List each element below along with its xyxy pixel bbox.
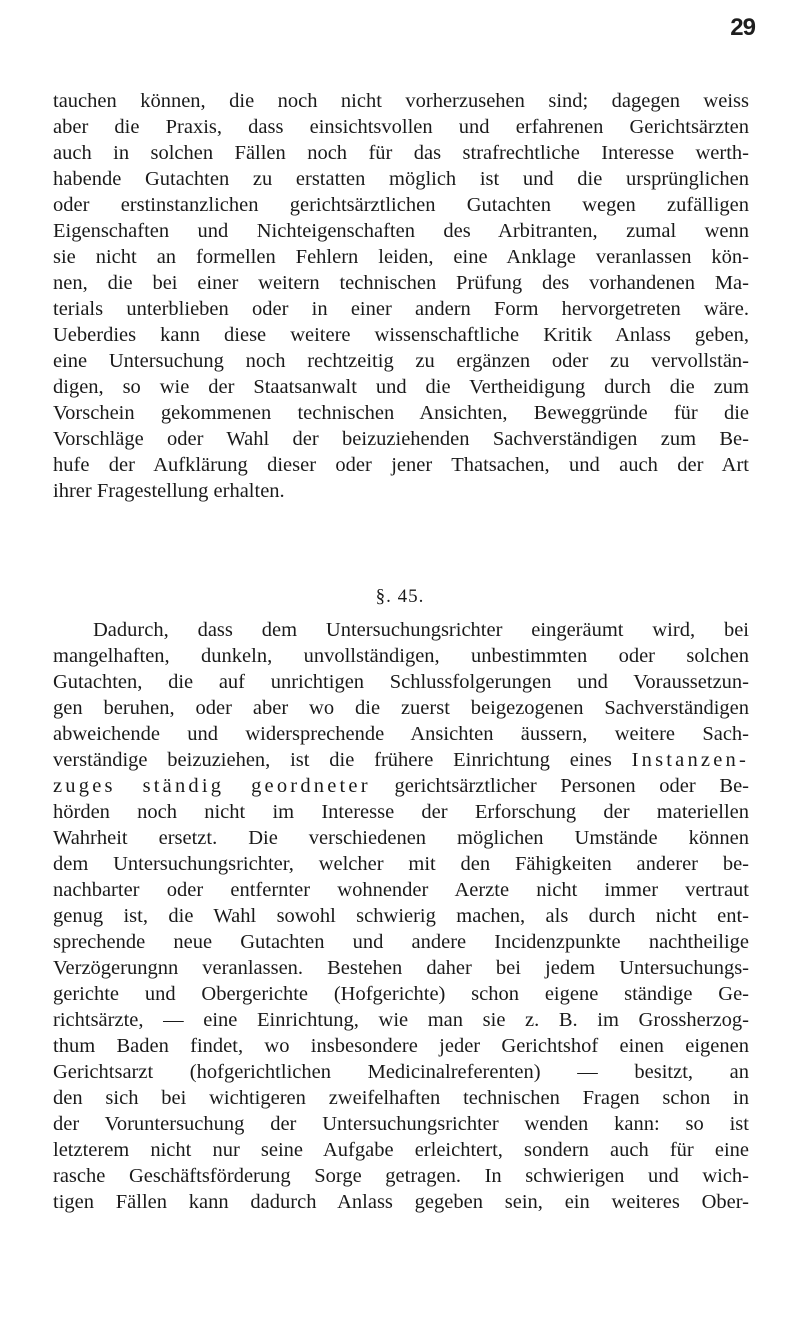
text-line: sprechende neue Gutachten und andere Incidenzpunkte nachtheilige (53, 931, 749, 953)
text-line (53, 747, 749, 773)
text-line: richtsärzte, — eine Einrichtung, wie man sie z. B. im Grossherzog- (53, 1009, 749, 1031)
text-line: Verzögerungnn veranlassen. Bestehen daher bei jedem Untersuchungs- (53, 957, 749, 979)
text-line: ihrer Fragestellung erhalten. (53, 480, 285, 502)
text-line: der Voruntersuchung der Untersuchungsrichter wenden kann: so ist (53, 1113, 749, 1135)
text-line: auch in solchen Fällen noch für das strafrechtliche Interesse werth- (53, 142, 749, 164)
text-line: Wahrheit ersetzt. Die verschiedenen möglichen Umstände können (53, 827, 749, 849)
text-line: nen, die bei einer weitern technischen Prüfung des vorhandenen Ma- (53, 272, 749, 294)
text-line: Eigenschaften und Nichteigenschaften des Arbitranten, zumal wenn (53, 220, 749, 242)
text-line: Ueberdies kann diese weitere wissenschaftliche Kritik Anlass geben, (53, 324, 749, 346)
text-line: Gerichtsarzt (hofgerichtlichen Medicinalreferenten) — besitzt, an (53, 1061, 749, 1083)
text-line: nachbarter oder entfernter wohnender Aerzte nicht immer vertraut (53, 879, 749, 901)
text-line: rasche Geschäftsförderung Sorge getragen. In schwierigen und wich- (53, 1165, 749, 1187)
page-number: 29 (730, 14, 755, 41)
text-line: Dadurch, dass dem Untersuchungsrichter eingeräumt wird, bei (93, 619, 749, 641)
text-line: gen beruhen, oder aber wo die zuerst beigezogenen Sachverständigen (53, 697, 749, 719)
text-line: thum Baden findet, wo insbesondere jeder Gerichtshof einen eigenen (53, 1035, 749, 1057)
text-line: hufe der Aufklärung dieser oder jener Thatsachen, und auch der Art (53, 454, 749, 476)
paragraph-1 (53, 88, 749, 504)
text-line: hörden noch nicht im Interesse der Erforschung der materiellen (53, 801, 749, 823)
text-line: letzterem nicht nur seine Aufgabe erleichtert, sondern auch für eine (53, 1139, 749, 1161)
text-line: tauchen können, die noch nicht vorherzusehen sind; dagegen weiss (53, 90, 749, 112)
text-segment: verständige beizuziehen, ist die frühere Einrichtung eines (53, 749, 632, 771)
section-heading: §. 45. (375, 586, 425, 607)
text-line: habende Gutachten zu erstatten möglich ist und die ursprünglichen (53, 168, 749, 190)
text-line: Vorschläge oder Wahl der beizuziehenden Sachverständigen zum Be- (53, 428, 749, 450)
paragraph-2 (53, 617, 749, 1215)
text-line: Gutachten, die auf unrichtigen Schlussfolgerungen und Voraussetzun- (53, 671, 749, 693)
text-line: den sich bei wichtigeren zweifelhaften technischen Fragen schon in (53, 1087, 749, 1109)
text-line: tigen Fällen kann dadurch Anlass gegeben sein, ein weiteres Ober- (53, 1191, 749, 1213)
emphasized-text: zuges ständig geordneter (53, 775, 371, 797)
text-line: dem Untersuchungsrichter, welcher mit den Fähigkeiten anderer be- (53, 853, 749, 875)
text-line: mangelhaften, dunkeln, unvollständigen, unbestimmten oder solchen (53, 645, 749, 667)
text-line: sie nicht an formellen Fehlern leiden, eine Anklage veranlassen kön- (53, 246, 749, 268)
text-segment: gerichtsärztlicher Personen oder Be- (370, 775, 749, 797)
text-line: oder erstinstanzlichen gerichtsärztlichen Gutachten wegen zufälligen (53, 194, 749, 216)
text-line: gerichte und Obergerichte (Hofgerichte) schon eigene ständige Ge- (53, 983, 749, 1005)
text-line: aber die Praxis, dass einsichtsvollen und erfahrenen Gerichtsärzten (53, 116, 749, 138)
text-line: eine Untersuchung noch rechtzeitig zu ergänzen oder zu vervollstän- (53, 350, 749, 372)
text-line: genug ist, die Wahl sowohl schwierig machen, als durch nicht ent- (53, 905, 749, 927)
text-line: Vorschein gekommenen technischen Ansichten, Beweggründe für die (53, 402, 749, 424)
text-line: abweichende und widersprechende Ansichten äussern, weitere Sach- (53, 723, 749, 745)
text-line: terials unterblieben oder in einer andern Form hervorgetreten wäre. (53, 298, 749, 320)
text-line (53, 773, 749, 799)
emphasized-text: Instanzen- (631, 749, 749, 771)
text-line: digen, so wie der Staatsanwalt und die Vertheidigung durch die zum (53, 376, 749, 398)
